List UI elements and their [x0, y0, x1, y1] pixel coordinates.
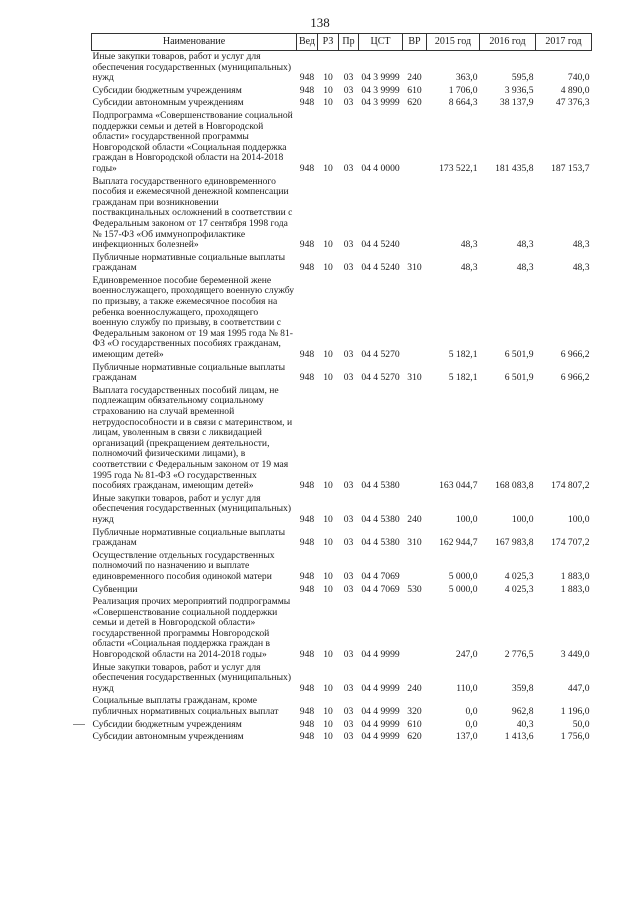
table-body	[92, 51, 592, 744]
row-2016-value: 6 501,9	[504, 349, 534, 361]
table-row	[92, 493, 592, 527]
row-cst: 04 4 7069	[361, 583, 400, 595]
row-pr: 03	[343, 570, 354, 582]
row-2016-value: 40,3	[516, 718, 534, 730]
row-cst: 04 4 0000	[361, 162, 400, 174]
row-vr: 530	[407, 583, 422, 595]
row-vr: 610	[407, 84, 422, 96]
row-cst: 04 4 5270	[361, 349, 400, 361]
row-rz: 10	[323, 649, 333, 661]
row-2017-value: 4 890,0	[560, 84, 590, 96]
row-2015-value: 5 000,0	[448, 570, 478, 582]
table-row	[92, 51, 592, 85]
table-row	[92, 527, 592, 550]
row-ved: 948	[299, 239, 315, 251]
row-2015-value: 8 664,3	[448, 97, 478, 109]
table-row	[92, 362, 592, 385]
row-2015-value: 110,0	[456, 682, 478, 694]
column-header-cst: ЦСТ	[359, 34, 403, 51]
row-vr	[403, 385, 427, 493]
row-ved: 948	[299, 513, 315, 525]
row-rz: 10	[323, 718, 333, 730]
row-name: Субсидии автономным учреждениям	[92, 97, 244, 109]
page-number: 138	[310, 15, 330, 30]
table-row	[92, 97, 592, 110]
row-cst: 04 4 5380	[361, 480, 400, 492]
row-ved: 948	[299, 480, 315, 492]
row-2015-value: 163 044,7	[439, 480, 478, 492]
row-2017-value: 174 707,2	[551, 537, 590, 549]
row-2017-value: 100,0	[567, 513, 590, 525]
row-rz: 10	[323, 372, 333, 384]
row-name: Подпрограмма «Совершенствование социальной поддержки семьи и детей в Новгородской области» государственной программы Новгородской области «Социальная поддержка граждан в Новгородской области на 2014-2018 годы»	[92, 109, 293, 174]
row-cst: 04 4 9999	[361, 718, 400, 730]
row-pr: 03	[343, 731, 354, 743]
column-header-2015: 2015 год	[427, 34, 480, 51]
row-ved: 948	[299, 583, 315, 595]
row-cst: 04 4 9999	[361, 706, 400, 718]
row-vr: 240	[407, 682, 422, 694]
row-ved: 948	[299, 649, 315, 661]
row-cst: 04 4 7069	[361, 570, 400, 582]
row-2015-value: 173 522,1	[439, 162, 478, 174]
row-vr	[403, 110, 427, 176]
column-header-2017: 2017 год	[536, 34, 592, 51]
row-cst: 04 3 9999	[361, 97, 400, 109]
table-row	[92, 662, 592, 696]
row-pr: 03	[343, 718, 354, 730]
row-2015-value: 137,0	[455, 731, 478, 743]
row-ved: 948	[299, 262, 315, 274]
table-row	[92, 719, 592, 732]
row-rz: 10	[323, 570, 333, 582]
row-2017-value: 1 756,0	[560, 731, 590, 743]
row-pr: 03	[343, 349, 354, 361]
row-2016-value: 181 435,8	[495, 162, 534, 174]
row-2016-value: 2 776,5	[504, 649, 534, 661]
table-row	[92, 731, 592, 744]
row-cst: 04 4 5240	[361, 262, 400, 274]
margin-mark	[73, 724, 85, 725]
column-header-vr: ВР	[403, 34, 427, 51]
row-vr	[403, 550, 427, 584]
row-pr: 03	[343, 97, 354, 109]
row-rz: 10	[323, 162, 333, 174]
row-2017-value: 48,3	[572, 239, 590, 251]
row-name: Выплата государственных пособий лицам, не подлежащим обязательному социальному страхованию на случай временной нетрудоспособности и в связи с материнством, и лицам, уволенным в связи с ликвидацией организаций (прекращением деятельности, полномочий физическими лицами), в соответствии с Федеральным законом от 19 мая 1995 года № 81-ФЗ «О государственных пособиях гражданам, имеющим детей»	[92, 384, 293, 492]
row-2017-value: 447,0	[567, 682, 590, 694]
row-rz: 10	[323, 513, 333, 525]
row-cst: 04 3 9999	[361, 84, 400, 96]
table-row	[92, 275, 592, 362]
row-cst: 04 3 9999	[361, 72, 400, 84]
table-row	[92, 85, 592, 98]
table-row	[92, 550, 592, 584]
row-ved: 948	[299, 570, 315, 582]
row-2015-value: 5 182,1	[448, 349, 478, 361]
row-name: Публичные нормативные социальные выплаты гражданам	[92, 361, 286, 384]
row-vr	[403, 176, 427, 252]
row-2015-value: 1 706,0	[448, 84, 478, 96]
row-name: Субвенции	[92, 583, 138, 595]
row-2016-value: 962,8	[511, 706, 534, 718]
row-vr: 620	[407, 731, 422, 743]
row-name: Иные закупки товаров, работ и услуг для обеспечения государственных (муниципальных) нужд	[92, 492, 292, 525]
row-name: Выплата государственного единовременного пособия и ежемесячной денежной компенсации гражданам при возникновении поствакцинальных осложнений в соответствии с Федеральным законом от 17 сентября 1998 года № 157-ФЗ «Об иммунопрофилактике инфекционных болезней»	[92, 175, 293, 251]
budget-table	[91, 33, 592, 744]
row-ved: 948	[299, 718, 315, 730]
row-2017-value: 740,0	[567, 72, 590, 84]
table-row	[92, 110, 592, 176]
row-rz: 10	[323, 682, 333, 694]
row-2015-value: 0,0	[465, 718, 478, 730]
row-vr: 310	[407, 537, 422, 549]
row-pr: 03	[343, 72, 354, 84]
row-2017-value: 47 376,3	[555, 97, 590, 109]
row-ved: 948	[299, 372, 315, 384]
row-name: Публичные нормативные социальные выплаты гражданам	[92, 526, 286, 549]
row-2016-value: 3 936,5	[504, 84, 534, 96]
row-pr: 03	[343, 682, 354, 694]
row-rz: 10	[323, 72, 333, 84]
row-2015-value: 363,0	[455, 72, 478, 84]
row-ved: 948	[299, 349, 315, 361]
row-ved: 948	[299, 682, 315, 694]
row-vr: 310	[407, 372, 422, 384]
row-2017-value: 1 883,0	[560, 570, 590, 582]
row-vr: 240	[407, 72, 422, 84]
row-cst: 04 4 5380	[361, 513, 400, 525]
row-2016-value: 38 137,9	[499, 97, 534, 109]
row-pr: 03	[343, 583, 354, 595]
row-name: Реализация прочих мероприятий подпрограммы «Совершенствование социальной поддержки семьи и детей в Новгородской области» государственной программы Новгородской области «Социальная поддержка граждан в Новгородской области на 2014-2018 годы»	[92, 596, 291, 661]
row-ved: 948	[299, 84, 315, 96]
row-ved: 948	[299, 97, 315, 109]
row-2016-value: 168 083,8	[495, 480, 534, 492]
table-row	[92, 176, 592, 252]
row-vr: 240	[407, 513, 422, 525]
row-name: Иные закупки товаров, работ и услуг для обеспечения государственных (муниципальных) нужд	[92, 51, 292, 84]
row-2015-value: 100,0	[455, 513, 478, 525]
row-cst: 04 4 9999	[361, 682, 400, 694]
row-name: Субсидии автономным учреждениям	[92, 731, 244, 743]
row-pr: 03	[343, 480, 354, 492]
row-cst: 04 4 5380	[361, 537, 400, 549]
row-rz: 10	[323, 97, 333, 109]
row-2015-value: 247,0	[455, 649, 478, 661]
row-name: Субсидии бюджетным учреждениям	[92, 718, 242, 730]
row-pr: 03	[343, 239, 354, 251]
row-2015-value: 5 000,0	[448, 583, 478, 595]
row-name: Осуществление отдельных государственных полномочий по назначению и выплате единовременного пособия одинокой матери	[92, 549, 275, 582]
row-name: Единовременное пособие беременной жене военнослужащего, проходящего военную службу по призыву, а также ежемесячное пособия на ребенка военнослужащего, проходящего военную службу по призыву, в соответствии с Федеральным законом от 19 мая 1995 года № 81-ФЗ «О государственных пособиях гражданам, имеющим детей»	[92, 274, 295, 361]
row-ved: 948	[299, 537, 315, 549]
row-rz: 10	[323, 239, 333, 251]
row-2015-value: 48,3	[460, 262, 478, 274]
row-pr: 03	[343, 537, 354, 549]
row-rz: 10	[323, 706, 333, 718]
row-2017-value: 48,3	[572, 262, 590, 274]
row-2016-value: 1 413,6	[504, 731, 534, 743]
column-header-pr: Пр	[339, 34, 359, 51]
row-2016-value: 167 983,8	[495, 537, 534, 549]
row-rz: 10	[323, 480, 333, 492]
row-pr: 03	[343, 513, 354, 525]
row-2016-value: 4 025,3	[504, 570, 534, 582]
column-header-ved: Вед	[297, 34, 318, 51]
row-pr: 03	[343, 706, 354, 718]
row-ved: 948	[299, 731, 315, 743]
table-row	[92, 596, 592, 662]
row-vr: 620	[407, 97, 422, 109]
row-2015-value: 5 182,1	[448, 372, 478, 384]
row-rz: 10	[323, 583, 333, 595]
table-row	[92, 695, 592, 718]
row-2016-value: 359,8	[511, 682, 534, 694]
row-cst: 04 4 5270	[361, 372, 400, 384]
row-vr	[403, 596, 427, 662]
row-pr: 03	[343, 372, 354, 384]
table-row	[92, 584, 592, 597]
row-2017-value: 174 807,2	[551, 480, 590, 492]
row-2016-value: 595,8	[511, 72, 534, 84]
row-2017-value: 6 966,2	[560, 372, 590, 384]
row-rz: 10	[323, 262, 333, 274]
row-vr: 320	[407, 706, 422, 718]
row-cst: 04 4 9999	[361, 649, 400, 661]
row-vr	[403, 275, 427, 362]
row-2017-value: 3 449,0	[560, 649, 590, 661]
row-rz: 10	[323, 731, 333, 743]
row-pr: 03	[343, 162, 354, 174]
row-pr: 03	[343, 649, 354, 661]
row-2016-value: 100,0	[511, 513, 534, 525]
row-rz: 10	[323, 537, 333, 549]
row-pr: 03	[343, 262, 354, 274]
row-vr: 310	[407, 262, 422, 274]
row-2016-value: 4 025,3	[504, 583, 534, 595]
table-row	[92, 252, 592, 275]
column-header-name: Наименование	[92, 34, 297, 51]
row-vr: 610	[407, 718, 422, 730]
row-2017-value: 1 883,0	[560, 583, 590, 595]
table-row	[92, 385, 592, 493]
row-2016-value: 48,3	[516, 262, 534, 274]
row-2015-value: 162 944,7	[439, 537, 478, 549]
row-name: Субсидии бюджетным учреждениям	[92, 84, 242, 96]
row-rz: 10	[323, 84, 333, 96]
row-2015-value: 48,3	[460, 239, 478, 251]
row-2015-value: 0,0	[465, 706, 478, 718]
column-header-2016: 2016 год	[480, 34, 536, 51]
row-2016-value: 6 501,9	[504, 372, 534, 384]
table-header-row	[92, 34, 592, 51]
row-pr: 03	[343, 84, 354, 96]
row-ved: 948	[299, 162, 315, 174]
row-2017-value: 1 196,0	[560, 706, 590, 718]
row-2017-value: 50,0	[572, 718, 590, 730]
row-name: Иные закупки товаров, работ и услуг для обеспечения государственных (муниципальных) нужд	[92, 661, 292, 694]
row-2017-value: 6 966,2	[560, 349, 590, 361]
row-2016-value: 48,3	[516, 239, 534, 251]
row-rz: 10	[323, 349, 333, 361]
row-2017-value: 187 153,7	[551, 162, 590, 174]
row-name: Социальные выплаты гражданам, кроме публичных нормативных социальных выплат	[92, 695, 279, 718]
column-header-rz: РЗ	[318, 34, 339, 51]
row-ved: 948	[299, 72, 315, 84]
row-cst: 04 4 5240	[361, 239, 400, 251]
row-ved: 948	[299, 706, 315, 718]
row-cst: 04 4 9999	[361, 731, 400, 743]
row-name: Публичные нормативные социальные выплаты гражданам	[92, 251, 286, 274]
